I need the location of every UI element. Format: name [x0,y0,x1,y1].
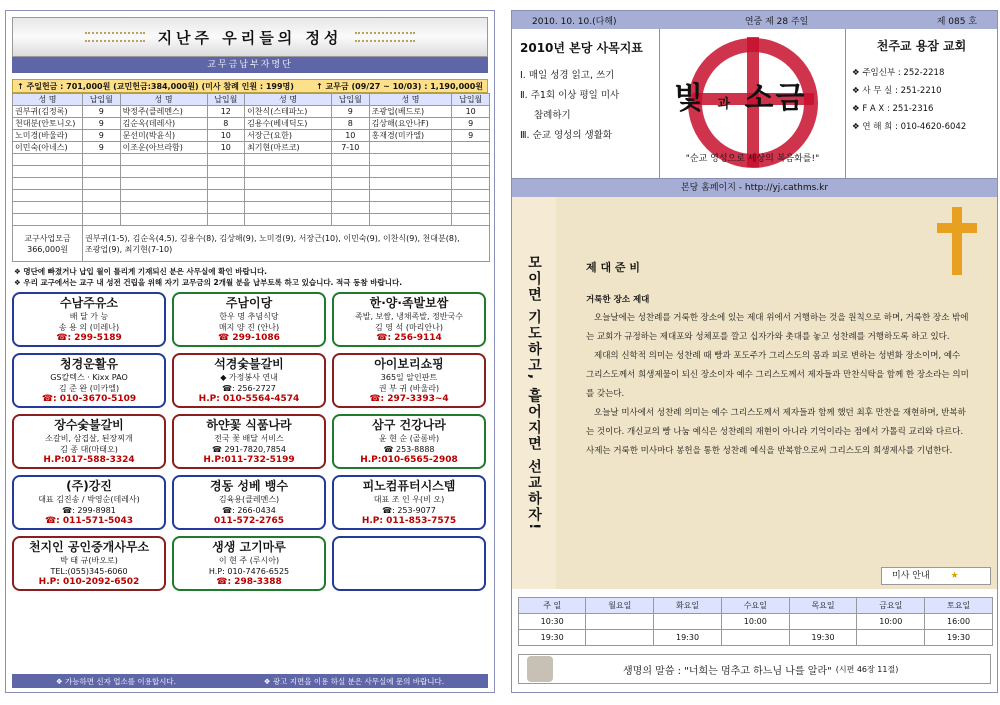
empty-row [13,202,490,214]
table-cell: 김순옥(데레사) [120,118,207,130]
word-of-life [518,654,991,684]
schedule-cell [586,614,654,630]
ad-name: 생생 고기마루 [212,540,286,554]
article [556,197,997,589]
fund-names-cell [83,226,490,262]
ad-name: 피노컴퓨터시스템 [362,479,456,493]
ad-name: 주남이당 [225,296,273,310]
church-contact [846,29,997,178]
contact-line: ❖ F A X : 251-2316 [852,104,934,114]
article-subtitle: 거룩한 장소 제대 [586,295,650,305]
ad-line: 매지 양 진 (안나) [218,323,280,332]
ad-box [12,536,166,591]
ad-line: TEL:(055)345-6060 [50,567,128,576]
empty-row [13,178,490,190]
table-cell: 12 [207,106,245,118]
ad-box [332,536,486,591]
tithe-total: ↑ 교무금 (09/27 ~ 10/03) : 1,190,000원 [316,81,483,91]
ad-line: ☎: 266-0434 [222,506,276,515]
schedule-cell [654,614,722,630]
footer-note-2: ❖ 광고 지면을 이용 하실 분은 사무실에 문의 바랍니다. [263,676,445,686]
ad-line: GS칼텍스 · Kixx PAO [50,373,128,382]
ad-box [12,475,166,530]
goals-title: 2010년 본당 사목지표 [520,41,643,55]
masthead [512,29,997,179]
goal-item: Ⅲ. 순교 영성의 생활화 [520,130,613,141]
table-cell: 권부귀(김정록) [13,106,83,118]
donor-col-header: 성 명 [13,94,83,106]
ad-line: 김 준 완 (미카엘) [58,384,120,393]
ad-phone: 011-572-2765 [213,516,285,526]
ad-line: ☎: 256-2727 [222,384,276,393]
article-paragraph: 오늘날 미사에서 성찬례 의미는 예수 그리스도께서 제자들과 함께 했던 최후 만찬을 재현하며, 반복하는 것이다. 개신교의 빵 나눔 예식은 성찬례의 재현이 아니라 기억이라는 점에서 가톨릭 교리와 다르다. 사제는 거룩한 미사마다 봉헌을 통한 성찬례 예식을 반복함으로써 그리스도의 희생제사를 기념한다. [586,408,966,456]
schedule-day-header: 목요일 [789,598,857,614]
table-cell: 8 [207,118,245,130]
ad-name: 장수숯불갈비 [54,418,124,432]
ad-phone: ☎: 010-3670-5109 [41,394,137,404]
homepage-link[interactable]: 본당 홈페이지 - http://yj.cathms.kr [512,179,997,197]
gold-cross-icon [937,207,977,275]
ornament-right [355,32,415,42]
ad-box [332,414,486,469]
ad-line: 송 용 의 (미레나) [58,323,120,332]
table-cell: 9 [83,142,121,154]
mass-guide-text: 미사 안내 [892,571,930,581]
donor-col-header: 납입월 [332,94,370,106]
schedule-cell: 10:30 [519,614,586,630]
ad-line: 윤 현 순 (골롬바) [378,434,440,443]
bulletin-logo [660,29,846,178]
fund-label: 교구사업모금 [24,233,71,243]
fund-label-cell [13,226,83,262]
article-paragraph: 오늘날에는 성찬례를 거룩한 장소에 있는 제대 위에서 거행하는 것을 원칙으로 하며, 거룩한 장소 밖에는 교회가 규정하는 제대포와 성체포를 깔고 십자가와 촛대를 놓고 성찬례를 거행하도록 하고 있다. [586,313,969,342]
schedule-day-header: 토요일 [925,598,993,614]
ad-line: 김 종 대(마태오) [60,445,118,454]
schedule-row [519,630,993,646]
offering-title-banner [12,17,488,57]
star-icon: ★ [950,571,959,581]
ad-line: 김육용(클레멘스) [218,495,280,504]
table-cell: 조광업(베드로) [369,106,452,118]
table-cell: 이찬식(스테파노) [245,106,332,118]
table-cell: 천대분(안토니오) [13,118,83,130]
fund-names-2: 조광업(9), 최기현(7-10) [85,244,173,254]
donor-col-header: 납입월 [207,94,245,106]
ad-line: 이 현 주 (루시아) [218,556,280,565]
schedule-row [519,614,993,630]
ad-phone: H.P:011-732-5199 [203,455,295,465]
goal-item: Ⅱ. 주1회 이상 평일 미사 [520,90,620,101]
ad-line: ☎: 253-9077 [382,506,436,515]
table-cell [369,142,452,154]
table-cell: 최기현(마르코) [245,142,332,154]
ad-line: ◆ 가정봉사 연내 [220,373,278,382]
mass-guide-label [881,567,991,585]
fund-amount: 366,000원 [27,244,68,254]
ad-phone: ☎: 299-5189 [56,333,122,343]
church-name: 천주교 용잠 교회 [876,39,967,53]
schedule-cell: 19:30 [654,630,722,646]
ad-line: 소갈비, 삼겹살, 된장찌개 [45,434,133,443]
table-cell: 7-10 [332,142,370,154]
vertical-motto-bar [512,197,556,589]
issue-number: 제 085 호 [936,16,977,27]
ad-line: ☎ 253-8888 [383,445,435,454]
donor-col-header: 납입월 [452,94,490,106]
ad-phone: ☎ 299-1086 [218,333,280,343]
right-page [511,10,998,693]
table-cell: 10 [207,130,245,142]
table-cell: 김상해(요안나F) [369,118,452,130]
donor-col-header: 성 명 [120,94,207,106]
article-title: 제 대 준 비 [586,261,640,274]
table-cell: 이조운(아브라함) [120,142,207,154]
word-label: 생명의 말씀 : [623,665,682,677]
ad-box [12,414,166,469]
table-cell: 10 [332,130,370,142]
table-cell: 9 [83,118,121,130]
ad-name: 수남주유소 [60,296,118,310]
table-cell: 10 [452,106,490,118]
contact-line: ❖ 사 무 실 : 251-2210 [852,86,942,96]
word-reference: (시편 46장 11절) [835,664,899,674]
ad-box [332,475,486,530]
schedule-cell: 10:00 [857,614,925,630]
schedule-day-header: 월요일 [586,598,654,614]
table-cell: 8 [332,118,370,130]
fund-row [13,226,490,262]
ad-line: 족발, 보쌈, 냉채족발, 정반국수 [355,312,463,321]
left-page [5,10,495,693]
table-row [13,106,490,118]
pastoral-goals [512,29,660,178]
ad-name: 하얀꽃 식품나라 [206,418,292,432]
table-cell: 9 [83,106,121,118]
table-row [13,118,490,130]
schedule-cell [789,614,857,630]
schedule-cell: 19:30 [925,630,993,646]
schedule-cell: 10:00 [721,614,789,630]
contact-line: ❖ 연 해 희 : 010-4620-6042 [852,122,967,132]
table-cell: 박정주(클레멘스) [120,106,207,118]
table-cell: 10 [207,142,245,154]
ad-phone: H.P: 010-2092-6502 [38,577,140,587]
word-text: "너희는 멈추고 하느님 나를 알라" [684,665,832,677]
ad-line: 박 태 규(바오로) [60,556,118,565]
donor-col-header: 성 명 [369,94,452,106]
logo-salt: 소금 [744,81,807,116]
ad-box [172,536,326,591]
article-area [512,197,997,589]
schedule-cell: 19:30 [789,630,857,646]
table-row [13,130,490,142]
left-footer [12,674,488,688]
table-cell: 9 [452,130,490,142]
ad-box [12,353,166,408]
ad-name: 천지인 공인중개사무소 [28,540,150,554]
ad-line: 한우 명 추념식당 [219,312,279,321]
fund-names-1: 권부귀(1-5), 김순옥(4,5), 김용수(8), 김상해(9), 노미경(9), 서장근(10), 이민숙(9), 이찬식(9), 천대분(8), [85,233,460,243]
empty-row [13,214,490,226]
bulletin-header [512,11,997,29]
logo-text [674,73,806,117]
ad-line: 대표 조 인 우(비 오) [373,495,445,504]
notice-1: ❖ 명단에 빠졌거나 납입 월이 틀리게 기재되신 분은 사무실에 확인 바랍니다. [14,267,268,276]
ad-phone: H.P:017-588-3324 [43,455,135,465]
ad-box [172,353,326,408]
ad-line: 김 영 석 (마리안나) [375,323,443,332]
goal-item: Ⅰ. 매일 성경 읽고, 쓰기 [520,70,615,81]
table-row [13,142,490,154]
vertical-motto: 모이면 기도하고, 흩어지면 선교하자! [526,254,542,532]
bulletin-date: 2010. 10. 10.(다해) [532,16,617,27]
donor-col-header: 성 명 [245,94,332,106]
table-cell: 홍재경(미카엘) [369,130,452,142]
ad-phone: H.P:010-6565-2908 [360,455,458,465]
table-cell [452,142,490,154]
ad-box [332,353,486,408]
schedule-day-header: 수요일 [721,598,789,614]
table-cell: 9 [452,118,490,130]
logo-and: 과 [717,97,732,112]
ad-line: 365일 알인판트 [380,373,438,382]
ad-box [332,292,486,347]
ad-name: 한·양·족발보쌈 [369,296,449,310]
ad-box [12,292,166,347]
sunday-offering-total: ↑ 주일헌금 : 701,000원 (교민헌금:384,000원) (미사 참례 인원 : 199명) [17,81,294,91]
liturgical-sunday: 연중 제 28 주일 [744,16,809,27]
ad-line: 권 부 귀 (바울라) [378,384,440,393]
jesus-portrait-icon [527,656,553,682]
empty-row [13,190,490,202]
offering-title: 지난주 우리들의 정성 [157,28,343,47]
table-cell: 9 [83,130,121,142]
offering-subtitle: 교무금납부자명단 [12,57,488,73]
table-cell: 서장근(요한) [245,130,332,142]
ad-phone: ☎: 298-3388 [216,577,282,587]
schedule-cell [721,630,789,646]
ad-box [172,292,326,347]
goal-item: 참례하기 [534,110,571,121]
footer-note-1: ❖ 가능하면 신자 업소를 이용합시다. [55,676,176,686]
table-cell: 노미경(바울라) [13,130,83,142]
schedule-day-header: 금요일 [857,598,925,614]
contact-line: ❖ 주임신부 : 252-2218 [852,68,945,78]
empty-row [13,166,490,178]
ad-phone: H.P: 011-853-7575 [361,516,457,526]
ad-line: ☎ 291-7820,7854 [212,445,286,454]
schedule-cell [857,630,925,646]
ad-line: ☎: 299-8981 [62,506,116,515]
offering-summary [12,79,488,93]
mass-schedule-table [518,597,993,646]
logo-slogan: "순교 영성으로 세상의 복음화를!" [685,154,820,164]
ad-line: 배 달 가 능 [69,312,109,321]
ad-line: 전국 꽃 배달 서비스 [214,434,284,443]
table-cell: 문선미(박윤식) [120,130,207,142]
schedule-day-header: 화요일 [654,598,722,614]
ad-name: (주)강진 [66,479,112,493]
ad-line: H.P: 010-7476-6525 [208,567,290,576]
ad-name: 청경운활유 [60,357,118,371]
schedule-cell: 19:30 [519,630,586,646]
donor-col-header: 납입월 [83,94,121,106]
table-cell: 김용수(베네딕도) [245,118,332,130]
donor-table [12,93,490,262]
ornament-left [85,32,145,42]
empty-row [13,154,490,166]
ad-phone: ☎: 011-571-5043 [44,516,134,526]
ads-grid [12,292,488,591]
ad-name: 아이보리쇼핑 [374,357,444,371]
schedule-cell [586,630,654,646]
ad-name: 경동 성베 뱅수 [210,479,288,493]
ad-box [172,414,326,469]
article-paragraph: 제대의 신학적 의미는 성찬례 때 빵과 포도주가 그리스도의 몸과 피로 변하는 성변화 장소이며, 예수 그리스도께서 희생제물이 되신 장소이자 예수 그리스도께서 제자들과 만찬식탁을 함께 한 장소라는 의미를 갖는다. [586,351,969,399]
schedule-cell: 16:00 [925,614,993,630]
table-cell: 이민숙(아네스) [13,142,83,154]
ad-box [172,475,326,530]
schedule-day-header: 주 일 [519,598,586,614]
notice-2: ❖ 우리 교구에서는 교구 내 성전 건립을 위해 자기 교무금의 2개월 분을 납부토록 하고 있습니다. 적극 동참 바랍니다. [14,278,403,287]
ad-name: 석경숯불갈비 [214,357,284,371]
ad-phone: ☎: 297-3393~4 [369,394,449,404]
logo-light: 빛 [674,81,705,116]
table-cell: 9 [332,106,370,118]
ad-phone: ☎: 256-9114 [376,333,442,343]
ad-name: 삼구 건강나라 [372,418,446,432]
ad-line: 대표 김진송 / 박영순(데레사) [38,495,140,504]
ad-phone: H.P: 010-5564-4574 [198,394,300,404]
